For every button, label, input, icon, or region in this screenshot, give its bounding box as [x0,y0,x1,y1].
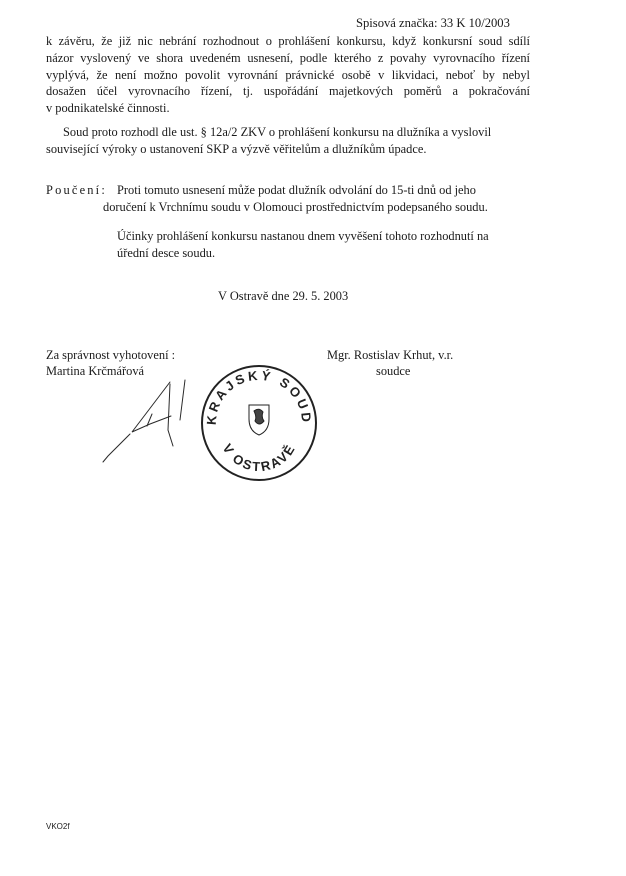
svg-text:V OSTRAVĚ [220,441,299,474]
form-code: VKO2f [46,822,70,831]
instruction-line1: Proti tomuto usnesení může podat dlužník odvolání do 15-ti dnů od jeho [117,183,476,197]
text-line: vyplývá, že není možno povolit vyrovnání právnické osobě v likvidaci, neboť by nebyl [46,67,530,82]
court-stamp [193,357,323,487]
instruction-line2: doručení k Vrchnímu soudu v Olomouci prostřednictvím podepsaného soudu. [103,200,488,214]
text-line: dosažen účel vyrovnacího řízení, tj. uspořádání majetkových poměrů a pokračování [46,84,530,99]
text-line: názor vyslovený ve shora uvedeném usnesení, podle kterého z povahy vyrovnacího řízení [46,50,530,65]
stamp-bottom-text: V OSTRAVĚ [219,441,299,475]
coat-of-arms-icon [249,405,269,435]
paragraph-decision-line1: Soud proto rozhodl dle ust. § 12a/2 ZKV o prohlášení konkursu na dlužníka a vyslovil [63,125,492,139]
judge-title: soudce [376,364,411,378]
text-line: k závěru, že již nic nebrání rozhodnout o prohlášení konkursu, když konkursní soud sdílí [46,34,530,48]
text-line: v podnikatelské činnosti. [46,101,170,116]
judge-name: Mgr. Rostislav Krhut, v.r. [327,348,454,362]
paragraph-decision-line2: související výroky o ustanovení SKP a výzvě věřitelům a dlužníkům úpadce. [46,142,427,156]
effect-line1: Účinky prohlášení konkursu nastanou dnem vyvěšení tohoto rozhodnutí na [117,229,489,243]
case-number: Spisová značka: 33 K 10/2003 [356,16,510,30]
certification-label: Za správnost vyhotovení : [46,348,176,362]
instruction-label: Poučení: [46,183,107,197]
stamp-top-text: KRAJSKÝ SOUD [203,367,315,426]
certifier-name: Martina Krčmářová [46,364,145,378]
place-date: V Ostravě dne 29. 5. 2003 [218,289,349,303]
effect-line2: úřední desce soudu. [117,246,216,260]
